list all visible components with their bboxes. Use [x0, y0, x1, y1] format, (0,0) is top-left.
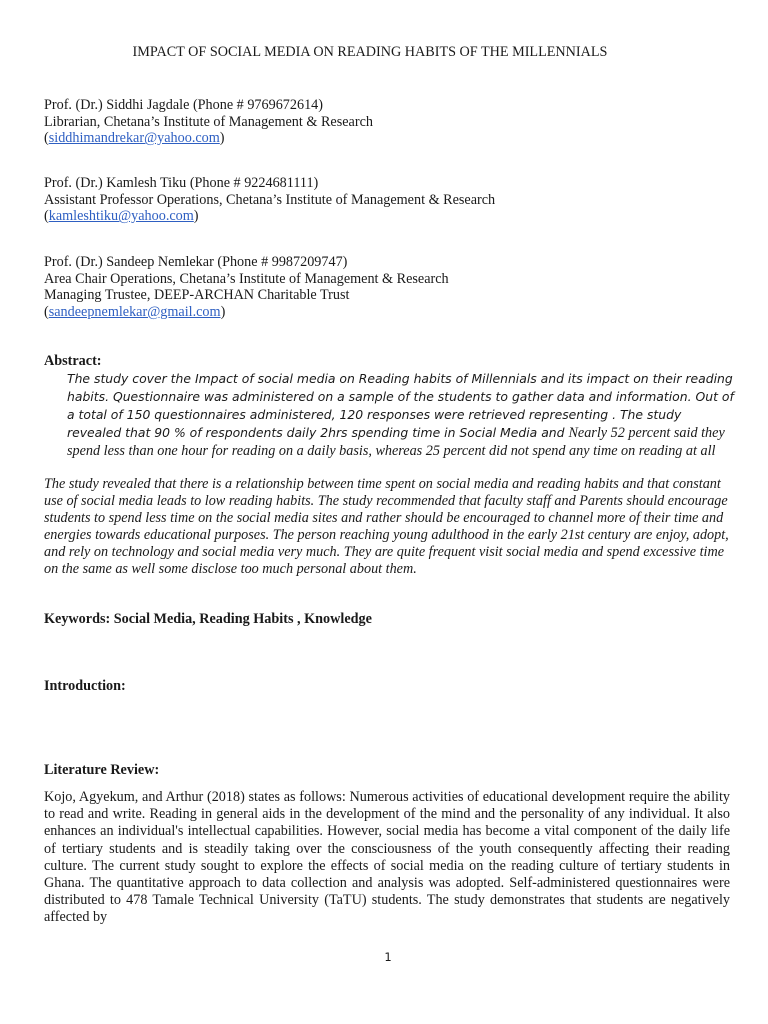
author-3-trustee: Managing Trustee, DEEP-ARCHAN Charitable Trust [44, 287, 350, 304]
abstract-text: The study cover the Impact of social media on Reading habits of Millennials and its impact on their reading habits. Questionnaire was administered on a sample of the students to gather data and information. Out of a total of 150 questionnaires administered, 120 responses were retrieved representing . The study revealed that 90 % of respondents daily 2hrs spending time in Social Media and [67, 371, 734, 440]
author-block-1 [44, 97, 744, 147]
author-3-name: Prof. (Dr.) Sandeep Nemlekar (Phone # 9987209747) [44, 254, 348, 270]
author-3-email-line: (sandeepnemlekar@gmail.com) [44, 303, 226, 320]
author-2-affiliation: Assistant Professor Operations, Chetana’s Institute of Management & Research [44, 191, 496, 208]
introduction-heading: Introduction: [44, 678, 126, 694]
author-2-email-link[interactable]: kamleshtiku@yahoo.com [48, 208, 194, 225]
literature-review-paragraph: Kojo, Agyekum, and Arthur (2018) states as follows: Numerous activities of educational development require the ability to read and write. Reading in general aids in the development of the mind and the personality of any individual. It also enhances an individual's intellectual capabilities. However, social media has become a vital component of the daily life of tertiary students and is steadily taking over the consciousness of the youth consequently affecting their reading culture. The current study sought to explore the effects of social media on the reading culture of tertiary students in Ghana. The quantitative approach to data collection and analysis was adopted. Self-administered questionnaires were distributed to 478 Tamale Technical University (TaTU) students. The study demonstrates that students are negatively affected by [44, 789, 730, 926]
paper-title: IMPACT OF SOCIAL MEDIA ON READING HABITS OF THE MILLENNIALS [132, 44, 608, 60]
author-3-affiliation: Area Chair Operations, Chetana’s Institute of Management & Research [44, 270, 449, 287]
author-2-name: Prof. (Dr.) Kamlesh Tiku (Phone # 9224681111) [44, 175, 319, 191]
author-1-email-line: (siddhimandrekar@yahoo.com) [44, 130, 225, 147]
author-block-2 [44, 175, 744, 225]
findings-paragraph: The study revealed that there is a relationship between time spent on social media and reading habits and that constant use of social media leads to low reading habits. The study recommended that faculty staff and Parents should encourage students to spend less time on the social media sites and rather should be encouraged to channel more of their time and energies towards educational purposes. The person reaching young adulthood in the early 21st century are enjoy, adopt, and rely on technology and social media very much. They are quite frequent visit social media and spend excessive time on the same as well some disclose too much personal about them. [44, 476, 729, 577]
page-number: 1 [384, 950, 392, 964]
author-3-email-link[interactable]: sandeepnemlekar@gmail.com [48, 303, 221, 320]
abstract-body [67, 370, 737, 460]
literature-review-heading: Literature Review: [44, 762, 160, 778]
author-block-3 [44, 254, 744, 320]
author-1-email-link[interactable]: siddhimandrekar@yahoo.com [48, 130, 220, 147]
author-1-affiliation: Librarian, Chetana’s Institute of Management & Research [44, 113, 373, 130]
author-2-email-line: (kamleshtiku@yahoo.com) [44, 208, 199, 225]
abstract-tail: Nearly 52 percent said they spend less than one hour for reading on a daily basis, whereas 25 percent did not spend any time on reading at all [67, 425, 725, 459]
abstract-heading: Abstract: [44, 353, 102, 369]
keywords-line: Keywords: Social Media, Reading Habits , Knowledge [44, 611, 372, 627]
author-1-name: Prof. (Dr.) Siddhi Jagdale (Phone # 9769672614) [44, 97, 323, 113]
